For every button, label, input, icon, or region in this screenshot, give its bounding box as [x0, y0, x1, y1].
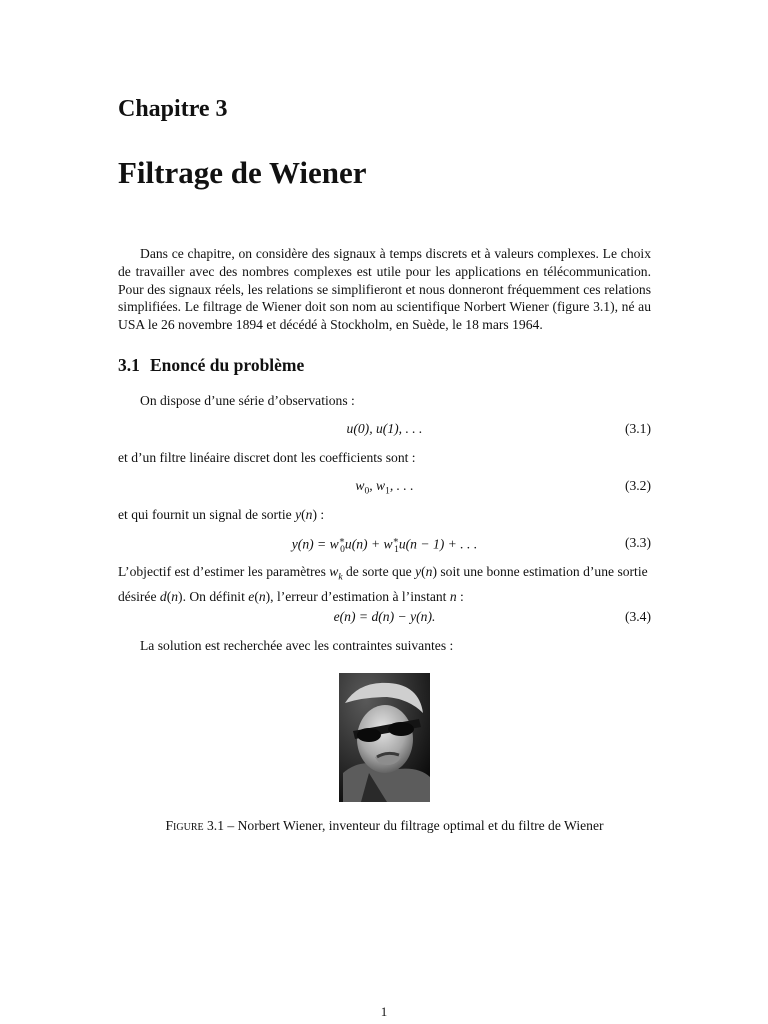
figure-caption: Figure 3.1 – Norbert Wiener, inventeur du filtrage optimal et du filtre de Wiener: [165, 818, 604, 833]
paragraph-observations: On dispose d’une série d’observations :: [140, 393, 355, 408]
paragraph-objective: L’objectif est d’estimer les paramètres $w_k$ de sorte que y(n) soit une bonne estimation d’une sortie désirée d(n). On définit e(n), l’erreur d’estimation à l’instant n :: [118, 564, 648, 604]
glasses-lens-icon: [357, 728, 381, 742]
equation-number: (3.3): [624, 535, 651, 550]
equation-number: (3.1): [624, 421, 651, 436]
equation-number: (3.2): [624, 478, 651, 493]
paragraph-constraints: La solution est recherchée avec les contraintes suivantes :: [140, 638, 454, 653]
intro-paragraph: Dans ce chapitre, on considère des signaux à temps discrets et à valeurs complexes. Le choix de travailler avec des nombres complexes est utile pour les applications en télécommunication. Pour des signaux réels, les relations se simplifieront et nous donneront fréquemment ces relations simplifiées. Le filtrage de Wiener doit son nom au scientifique Norbert Wiener (figure 3.1), né au USA le 26 novembre 1894 et décédé à Stockholm, en Suède, le 18 mars 1964.: [118, 246, 651, 333]
equation-3-1: u(0), u(1), . . . (3.1): [346, 421, 651, 436]
equation-3-4: e(n) = d(n) − y(n). (3.4): [333, 609, 651, 624]
paragraph-output: et qui fournit un signal de sortie y(n) :: [118, 507, 325, 522]
equation-3-3: $y(n) = w^∗_0u(n) + w^∗_1u(n - 1)$ + . . . (3.3): [291, 535, 651, 556]
section-heading: [118, 355, 304, 376]
paragraph-filter: et d’un filtre linéaire discret dont les coefficients sont :: [118, 450, 416, 465]
equation-number: (3.4): [624, 609, 651, 624]
chapter-label: Chapitre 3: [118, 96, 228, 122]
portrait-photo: [339, 673, 430, 802]
figure-label: Figure 3.1: [165, 818, 225, 833]
equation-3-2: $w_0$, $w_1$, . . . (3.2): [355, 478, 651, 497]
chapter-title: Filtrage de Wiener: [118, 155, 367, 190]
section-title: Enoncé du problème: [150, 355, 305, 375]
section-number: 3.1: [118, 355, 140, 375]
page-number: 1: [380, 1004, 388, 1019]
